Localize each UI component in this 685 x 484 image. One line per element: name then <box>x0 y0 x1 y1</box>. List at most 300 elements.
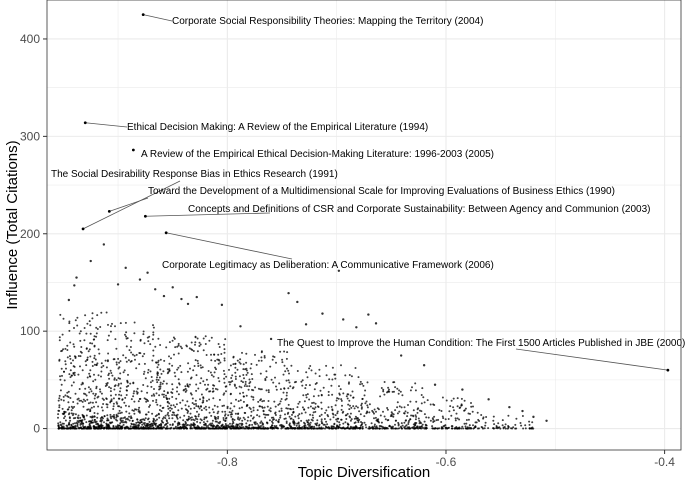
data-point <box>208 340 210 342</box>
data-point <box>188 416 190 418</box>
data-point <box>345 418 347 420</box>
data-point <box>374 425 376 427</box>
data-point <box>208 391 210 393</box>
data-point <box>304 423 306 425</box>
data-point <box>209 412 211 414</box>
data-point <box>319 375 321 377</box>
data-point <box>190 392 192 394</box>
data-point <box>398 425 400 427</box>
data-point <box>128 416 130 418</box>
data-point <box>440 421 442 423</box>
data-point <box>442 417 444 419</box>
data-point <box>300 381 302 383</box>
data-point <box>173 337 175 339</box>
data-point <box>181 347 183 349</box>
data-point <box>115 425 117 427</box>
data-point <box>496 426 498 428</box>
data-point <box>253 427 255 429</box>
data-point <box>160 359 162 361</box>
data-point <box>138 352 140 354</box>
data-point <box>70 427 72 429</box>
data-point <box>529 424 531 426</box>
data-point <box>139 278 141 280</box>
data-point <box>340 388 342 390</box>
data-point <box>205 409 207 411</box>
data-point <box>61 384 63 386</box>
x-tick-label: -0.4 <box>654 455 675 469</box>
data-point <box>367 406 369 408</box>
data-point <box>287 387 289 389</box>
data-point <box>163 396 165 398</box>
data-point <box>212 408 214 410</box>
data-point <box>92 402 94 404</box>
data-point <box>133 424 135 426</box>
data-point <box>156 376 158 378</box>
data-point <box>405 428 407 430</box>
data-point <box>149 421 151 423</box>
data-point <box>264 407 266 409</box>
data-point <box>308 367 310 369</box>
data-point <box>202 396 204 398</box>
data-point <box>216 424 218 426</box>
data-point <box>325 365 327 367</box>
data-point <box>120 417 122 419</box>
data-point <box>118 383 120 385</box>
data-point <box>130 352 132 354</box>
data-point <box>231 374 233 376</box>
data-point <box>414 423 416 425</box>
data-point <box>269 419 271 421</box>
data-point <box>72 401 74 403</box>
data-point <box>153 395 155 397</box>
data-point <box>347 398 349 400</box>
data-point <box>310 426 312 428</box>
data-point <box>171 392 173 394</box>
data-point <box>269 427 271 429</box>
data-point <box>124 369 126 371</box>
data-point <box>116 364 118 366</box>
data-point <box>401 406 403 408</box>
data-point <box>272 427 274 429</box>
data-point <box>260 428 262 430</box>
data-point <box>147 372 149 374</box>
data-point <box>230 381 232 383</box>
data-point <box>213 425 215 427</box>
data-point <box>203 418 205 420</box>
data-point <box>115 394 117 396</box>
data-point <box>213 411 215 413</box>
data-point <box>432 421 434 423</box>
data-point <box>241 352 243 354</box>
data-point <box>119 390 121 392</box>
data-point <box>230 416 232 418</box>
data-point <box>212 427 214 429</box>
data-point <box>239 417 241 419</box>
data-point <box>256 423 258 425</box>
data-point <box>104 415 106 417</box>
data-point <box>223 426 225 428</box>
data-point <box>382 426 384 428</box>
data-point <box>311 428 313 430</box>
data-point <box>465 408 467 410</box>
data-point <box>493 416 495 418</box>
data-point <box>63 411 65 413</box>
data-point <box>427 399 429 401</box>
data-point <box>82 382 84 384</box>
data-point <box>392 426 394 428</box>
data-point <box>143 331 145 333</box>
data-point <box>197 428 199 430</box>
data-point <box>304 427 306 429</box>
data-point <box>261 422 263 424</box>
data-point <box>357 421 359 423</box>
data-point <box>171 414 173 416</box>
data-point <box>73 373 75 375</box>
data-point <box>200 418 202 420</box>
data-point <box>246 370 248 372</box>
data-point <box>152 331 154 333</box>
data-point <box>240 363 242 365</box>
point-annotation: Toward the Development of a Multidimensional Scale for Improving Evaluations of Business Ethics (1990) <box>148 186 615 197</box>
data-point <box>117 283 119 285</box>
data-point <box>193 407 195 409</box>
data-point <box>151 413 153 415</box>
data-point <box>78 420 80 422</box>
data-point <box>91 417 93 419</box>
data-point <box>195 390 197 392</box>
data-point <box>203 424 205 426</box>
data-point <box>126 418 128 420</box>
data-point <box>237 418 239 420</box>
data-point <box>296 425 298 427</box>
data-point <box>199 382 201 384</box>
data-point <box>79 340 81 342</box>
data-point <box>141 427 143 429</box>
point-annotation: The Social Desirability Response Bias in Ethics Research (1991) <box>51 169 338 180</box>
data-point <box>162 428 164 430</box>
data-point <box>58 425 60 427</box>
data-point <box>384 416 386 418</box>
data-point <box>157 374 159 376</box>
data-point <box>161 410 163 412</box>
data-point <box>211 374 213 376</box>
data-point <box>127 385 129 387</box>
data-point <box>428 417 430 419</box>
data-point <box>180 427 182 429</box>
data-point <box>309 365 311 367</box>
data-point <box>114 338 116 340</box>
data-point <box>465 423 467 425</box>
data-point <box>156 392 158 394</box>
data-point <box>224 348 226 350</box>
data-point <box>301 385 303 387</box>
data-point <box>451 400 453 402</box>
data-point <box>271 379 273 381</box>
data-point <box>119 410 121 412</box>
data-point <box>88 391 90 393</box>
data-point <box>179 402 181 404</box>
data-point <box>92 365 94 367</box>
data-point <box>328 378 330 380</box>
data-point <box>373 417 375 419</box>
data-point <box>144 419 146 421</box>
data-point <box>137 388 139 390</box>
data-point <box>79 333 81 335</box>
data-point <box>169 370 171 372</box>
data-point <box>144 422 146 424</box>
data-point <box>350 413 352 415</box>
data-point <box>167 401 169 403</box>
data-point <box>205 389 207 391</box>
data-point <box>266 389 268 391</box>
data-point <box>70 376 72 378</box>
data-point <box>68 299 70 301</box>
data-point <box>91 407 93 409</box>
data-point <box>225 390 227 392</box>
data-point <box>142 384 144 386</box>
data-point <box>364 402 366 404</box>
data-point <box>65 368 67 370</box>
data-point <box>493 423 495 425</box>
data-point <box>237 360 239 362</box>
data-point <box>106 403 108 405</box>
data-point <box>69 355 71 357</box>
data-point <box>148 418 150 420</box>
data-point <box>197 360 199 362</box>
y-axis <box>20 32 47 436</box>
data-point <box>106 312 108 314</box>
data-point <box>187 412 189 414</box>
data-point <box>258 415 260 417</box>
data-point <box>119 422 121 424</box>
data-point <box>239 358 241 360</box>
data-point <box>212 397 214 399</box>
data-point <box>287 428 289 430</box>
data-point <box>196 374 198 376</box>
data-point <box>430 420 432 422</box>
data-point <box>112 416 114 418</box>
data-point <box>366 401 368 403</box>
data-point <box>355 367 357 369</box>
data-point <box>206 354 208 356</box>
data-point <box>248 389 250 391</box>
data-point <box>217 416 219 418</box>
data-point <box>144 342 146 344</box>
data-point <box>111 375 113 377</box>
data-point <box>89 342 91 344</box>
data-point <box>239 423 241 425</box>
data-point <box>487 398 489 400</box>
data-point <box>167 405 169 407</box>
data-point <box>236 423 238 425</box>
data-point <box>415 418 417 420</box>
data-point <box>245 428 247 430</box>
data-point <box>307 421 309 423</box>
data-point <box>217 377 219 379</box>
data-point <box>193 422 195 424</box>
data-point <box>264 378 266 380</box>
data-point <box>98 353 100 355</box>
data-point <box>273 418 275 420</box>
data-point <box>160 382 162 384</box>
data-point <box>409 427 411 429</box>
data-point <box>107 353 109 355</box>
data-point <box>361 428 363 430</box>
data-point <box>305 323 307 325</box>
data-point <box>243 417 245 419</box>
data-point <box>95 327 97 329</box>
data-point <box>200 367 202 369</box>
data-point <box>114 377 116 379</box>
data-point <box>293 411 295 413</box>
data-point <box>133 392 135 394</box>
data-point <box>474 426 476 428</box>
data-point <box>70 424 72 426</box>
data-point <box>325 409 327 411</box>
data-point <box>223 394 225 396</box>
data-point <box>391 428 393 430</box>
data-point <box>58 400 60 402</box>
data-point <box>365 424 367 426</box>
data-point <box>327 414 329 416</box>
data-point <box>347 413 349 415</box>
data-point <box>312 417 314 419</box>
data-point <box>472 406 474 408</box>
data-point <box>107 359 109 361</box>
data-point <box>130 428 132 430</box>
data-point <box>110 422 112 424</box>
data-point <box>308 399 310 401</box>
data-point <box>456 413 458 415</box>
data-point <box>278 410 280 412</box>
data-point <box>350 407 352 409</box>
data-point <box>73 284 75 286</box>
data-point <box>251 378 253 380</box>
data-point <box>415 416 417 418</box>
data-point <box>297 370 299 372</box>
data-point <box>359 427 361 429</box>
data-point <box>97 328 99 330</box>
data-point <box>263 428 265 430</box>
data-point <box>134 408 136 410</box>
data-point <box>132 420 134 422</box>
data-point <box>133 401 135 403</box>
data-point <box>360 421 362 423</box>
data-point <box>127 381 129 383</box>
data-point <box>197 365 199 367</box>
data-point <box>120 394 122 396</box>
data-point <box>346 427 348 429</box>
data-point <box>230 412 232 414</box>
data-point <box>349 374 351 376</box>
data-point <box>196 296 198 298</box>
data-point <box>281 410 283 412</box>
data-point <box>77 420 79 422</box>
data-point <box>270 338 272 340</box>
data-point <box>110 370 112 372</box>
data-point <box>218 343 220 345</box>
data-point <box>241 407 243 409</box>
data-point <box>223 417 225 419</box>
data-point <box>363 415 365 417</box>
data-point <box>449 405 451 407</box>
data-point <box>106 398 108 400</box>
data-point <box>118 405 120 407</box>
data-point <box>475 421 477 423</box>
data-point <box>94 398 96 400</box>
data-point <box>354 407 356 409</box>
data-point <box>277 404 279 406</box>
data-point <box>96 421 98 423</box>
data-point <box>192 402 194 404</box>
data-point <box>125 336 127 338</box>
data-point <box>143 426 145 428</box>
data-point <box>285 428 287 430</box>
data-point <box>255 427 257 429</box>
data-point <box>275 425 277 427</box>
data-point <box>89 324 91 326</box>
data-point <box>200 406 202 408</box>
data-point <box>472 424 474 426</box>
data-point <box>333 416 335 418</box>
data-point <box>294 381 296 383</box>
data-point <box>268 400 270 402</box>
data-point <box>199 408 201 410</box>
data-point <box>130 346 132 348</box>
data-point <box>75 357 77 359</box>
data-point <box>171 383 173 385</box>
data-point <box>252 399 254 401</box>
data-point <box>250 367 252 369</box>
data-point <box>274 377 276 379</box>
data-point <box>68 373 70 375</box>
data-point <box>357 407 359 409</box>
data-point <box>217 406 219 408</box>
data-point <box>103 243 105 245</box>
data-point <box>313 411 315 413</box>
data-point <box>133 426 135 428</box>
data-point <box>195 384 197 386</box>
data-point <box>399 405 401 407</box>
data-point <box>318 369 320 371</box>
data-point <box>321 420 323 422</box>
data-point <box>149 404 151 406</box>
data-point <box>106 420 108 422</box>
data-point <box>116 361 118 363</box>
data-point <box>178 393 180 395</box>
data-point <box>71 412 73 414</box>
data-point <box>57 410 59 412</box>
data-point <box>260 373 262 375</box>
data-point <box>297 403 299 405</box>
data-point <box>447 427 449 429</box>
data-point <box>157 372 159 374</box>
data-point <box>502 419 504 421</box>
data-point <box>138 400 140 402</box>
data-point <box>279 415 281 417</box>
data-point <box>59 375 61 377</box>
data-point <box>166 420 168 422</box>
data-point <box>294 428 296 430</box>
data-point <box>264 355 266 357</box>
data-point <box>183 428 185 430</box>
data-point <box>443 425 445 427</box>
data-point <box>250 415 252 417</box>
data-point <box>415 401 417 403</box>
data-point <box>210 359 212 361</box>
data-point <box>96 386 98 388</box>
data-point <box>73 381 75 383</box>
